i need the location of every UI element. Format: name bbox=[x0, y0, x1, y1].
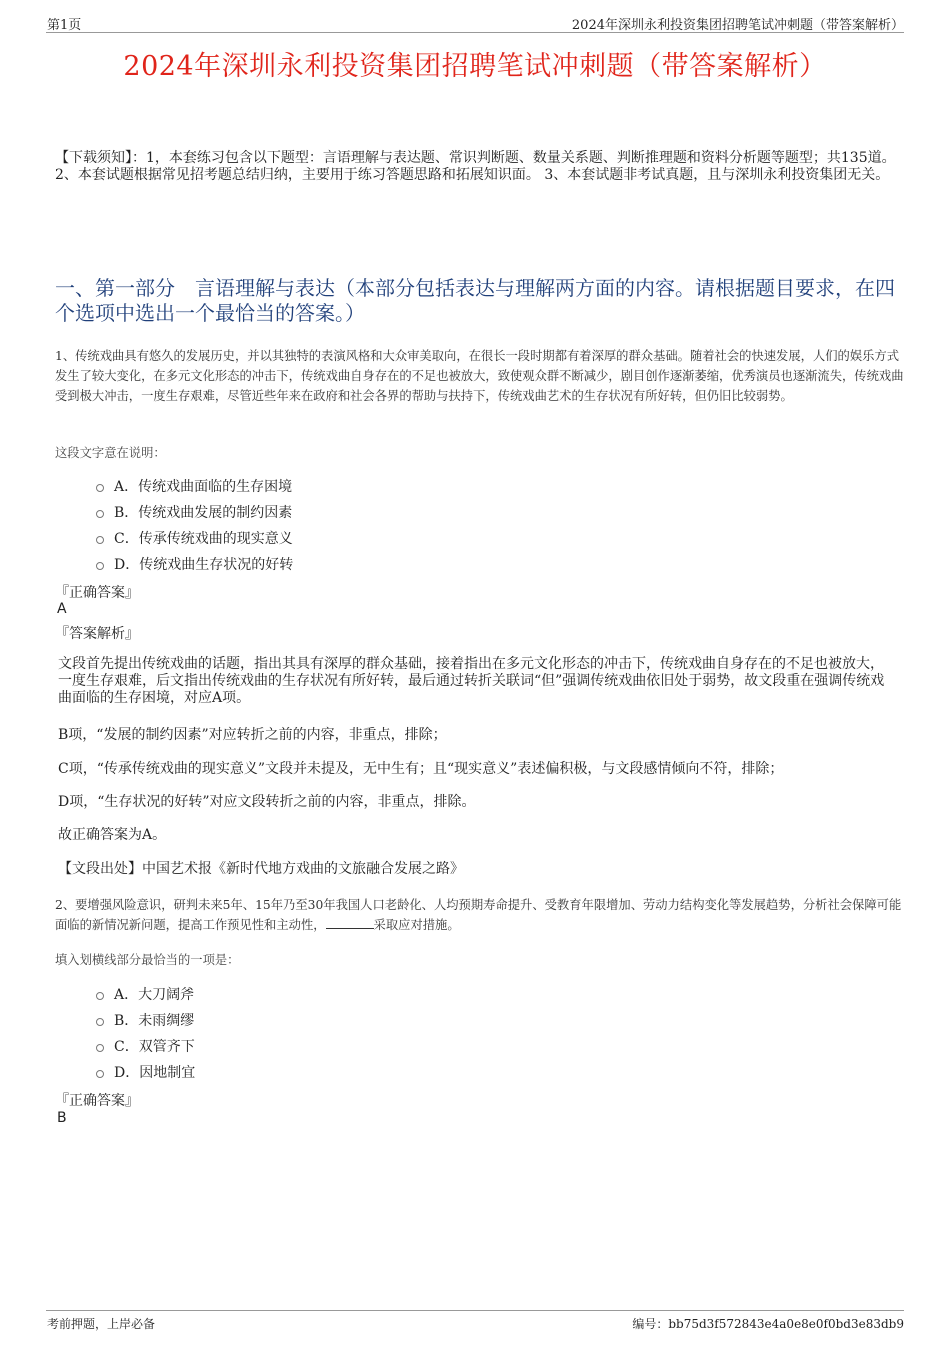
analysis-paragraph: C项，“传承传统戏曲的现实意义”文段并未提及，无中生有；且“现实意义”表述偏积极，与文段感情倾向不符，排除； bbox=[58, 761, 784, 777]
question-1-option-b[interactable] bbox=[96, 502, 292, 522]
page-number: 第1页 bbox=[47, 18, 82, 33]
question-2-prompt: 填入划横线部分最恰当的一项是： bbox=[55, 953, 240, 967]
option-label: B．未雨绸缪 bbox=[114, 1013, 195, 1029]
question-2-text bbox=[55, 895, 905, 935]
download-notice: 【下载须知】：1，本套练习包含以下题型：言语理解与表达题、常识判断题、数量关系题、判断推理题和资料分析题等题型；共135道。 2、本套试题根据常见招考题总结归纳，主要用于练习答题思路和拓展知识面。 3、本套试题非考试真题，且与深圳永利投资集团无关。 bbox=[55, 150, 896, 183]
option-label: A．传统戏曲面临的生存困境 bbox=[114, 479, 293, 495]
radio-icon[interactable] bbox=[96, 992, 104, 1000]
analysis-paragraph: 故正确答案为A。 bbox=[58, 827, 167, 843]
radio-icon[interactable] bbox=[96, 1018, 104, 1026]
option-label: A．大刀阔斧 bbox=[114, 987, 195, 1003]
option-label: C．双管齐下 bbox=[114, 1039, 195, 1055]
section-title: 一、第一部分 言语理解与表达（本部分包括表达与理解两方面的内容。请根据题目要求，在四个选项中选出一个最恰当的答案。） bbox=[55, 276, 895, 325]
question-1-option-a[interactable] bbox=[96, 476, 292, 496]
question-1-answer: A bbox=[57, 601, 67, 617]
analysis-paragraph: B项，“发展的制约因素”对应转折之前的内容，非重点，排除； bbox=[58, 727, 447, 743]
analysis-paragraph: D项，“生存状况的好转”对应文段转折之前的内容，非重点，排除。 bbox=[58, 794, 476, 810]
radio-icon[interactable] bbox=[96, 1044, 104, 1052]
question-2-answer: B bbox=[57, 1110, 67, 1126]
radio-icon[interactable] bbox=[96, 562, 104, 570]
radio-icon[interactable] bbox=[96, 536, 104, 544]
question-1-prompt: 这段文字意在说明： bbox=[55, 446, 166, 460]
footer-code: 编号：bb75d3f572843e4a0e8e0f0bd3e83db9 bbox=[632, 1317, 904, 1331]
question-2-answer-label: 『正确答案』 bbox=[55, 1093, 139, 1109]
radio-icon[interactable] bbox=[96, 1070, 104, 1078]
question-2-text-before: 2、要增强风险意识，研判未来5年、15年乃至30年我国人口老龄化、人均预期寿命提升、受教育年限增加、劳动力结构变化等发展趋势，分析社会保障可能面临的新情况新问题，提高工作预见性和主动性， bbox=[55, 898, 902, 932]
question-1-option-c[interactable] bbox=[96, 528, 293, 548]
footer-divider bbox=[46, 1310, 904, 1311]
option-label: D．传统戏曲生存状况的好转 bbox=[114, 557, 294, 573]
question-1-text: 1、传统戏曲具有悠久的发展历史，并以其独特的表演风格和大众审美取向，在很长一段时期都有着深厚的群众基础。随着社会的快速发展，人们的娱乐方式发生了较大变化，在多元文化形态的冲击下，传统戏曲自身存在的不足也被放大，致使观众群不断减少，剧目创作逐渐萎缩，优秀演员也逐渐流失，传统戏曲受到极大冲击，一度生存艰难，尽管近些年来在政府和社会各界的帮助与扶持下，传统戏曲艺术的生存状况有所好转，但仍旧比较弱势。 bbox=[55, 349, 904, 403]
question-2-option-b[interactable] bbox=[96, 1010, 194, 1030]
option-label: C．传承传统戏曲的现实意义 bbox=[114, 531, 293, 547]
source-citation: 【文段出处】中国艺术报《新时代地方戏曲的文旅融合发展之路》 bbox=[58, 861, 464, 877]
header-doc-title: 2024年深圳永利投资集团招聘笔试冲刺题（带答案解析） bbox=[571, 18, 904, 33]
option-label: D．因地制宜 bbox=[114, 1065, 196, 1081]
question-2-option-d[interactable] bbox=[96, 1062, 195, 1082]
question-1-analysis-label: 『答案解析』 bbox=[55, 626, 139, 642]
question-2-text-after: 采取应对措施。 bbox=[373, 918, 460, 932]
question-2-option-a[interactable] bbox=[96, 984, 194, 1004]
page-title: 2024年深圳永利投资集团招聘笔试冲刺题（带答案解析） bbox=[123, 51, 827, 82]
blank-line bbox=[326, 916, 374, 929]
footer-slogan: 考前押题，上岸必备 bbox=[47, 1317, 156, 1331]
option-label: B．传统戏曲发展的制约因素 bbox=[114, 505, 293, 521]
radio-icon[interactable] bbox=[96, 510, 104, 518]
radio-icon[interactable] bbox=[96, 484, 104, 492]
question-1-answer-label: 『正确答案』 bbox=[55, 585, 139, 601]
question-2-option-c[interactable] bbox=[96, 1036, 195, 1056]
header-divider bbox=[46, 32, 904, 33]
analysis-paragraph: 文段首先提出传统戏曲的话题，指出其具有深厚的群众基础，接着指出在多元文化形态的冲击下，传统戏曲自身存在的不足也被放大，一度生存艰难，后文指出传统戏曲的生存状况有所好转，最后通过转折关联词“但”强调传统戏曲依旧处于弱势，故文段重在强调传统戏曲面临的生存困境，对应A项。 bbox=[58, 656, 885, 706]
question-1-option-d[interactable] bbox=[96, 554, 293, 574]
